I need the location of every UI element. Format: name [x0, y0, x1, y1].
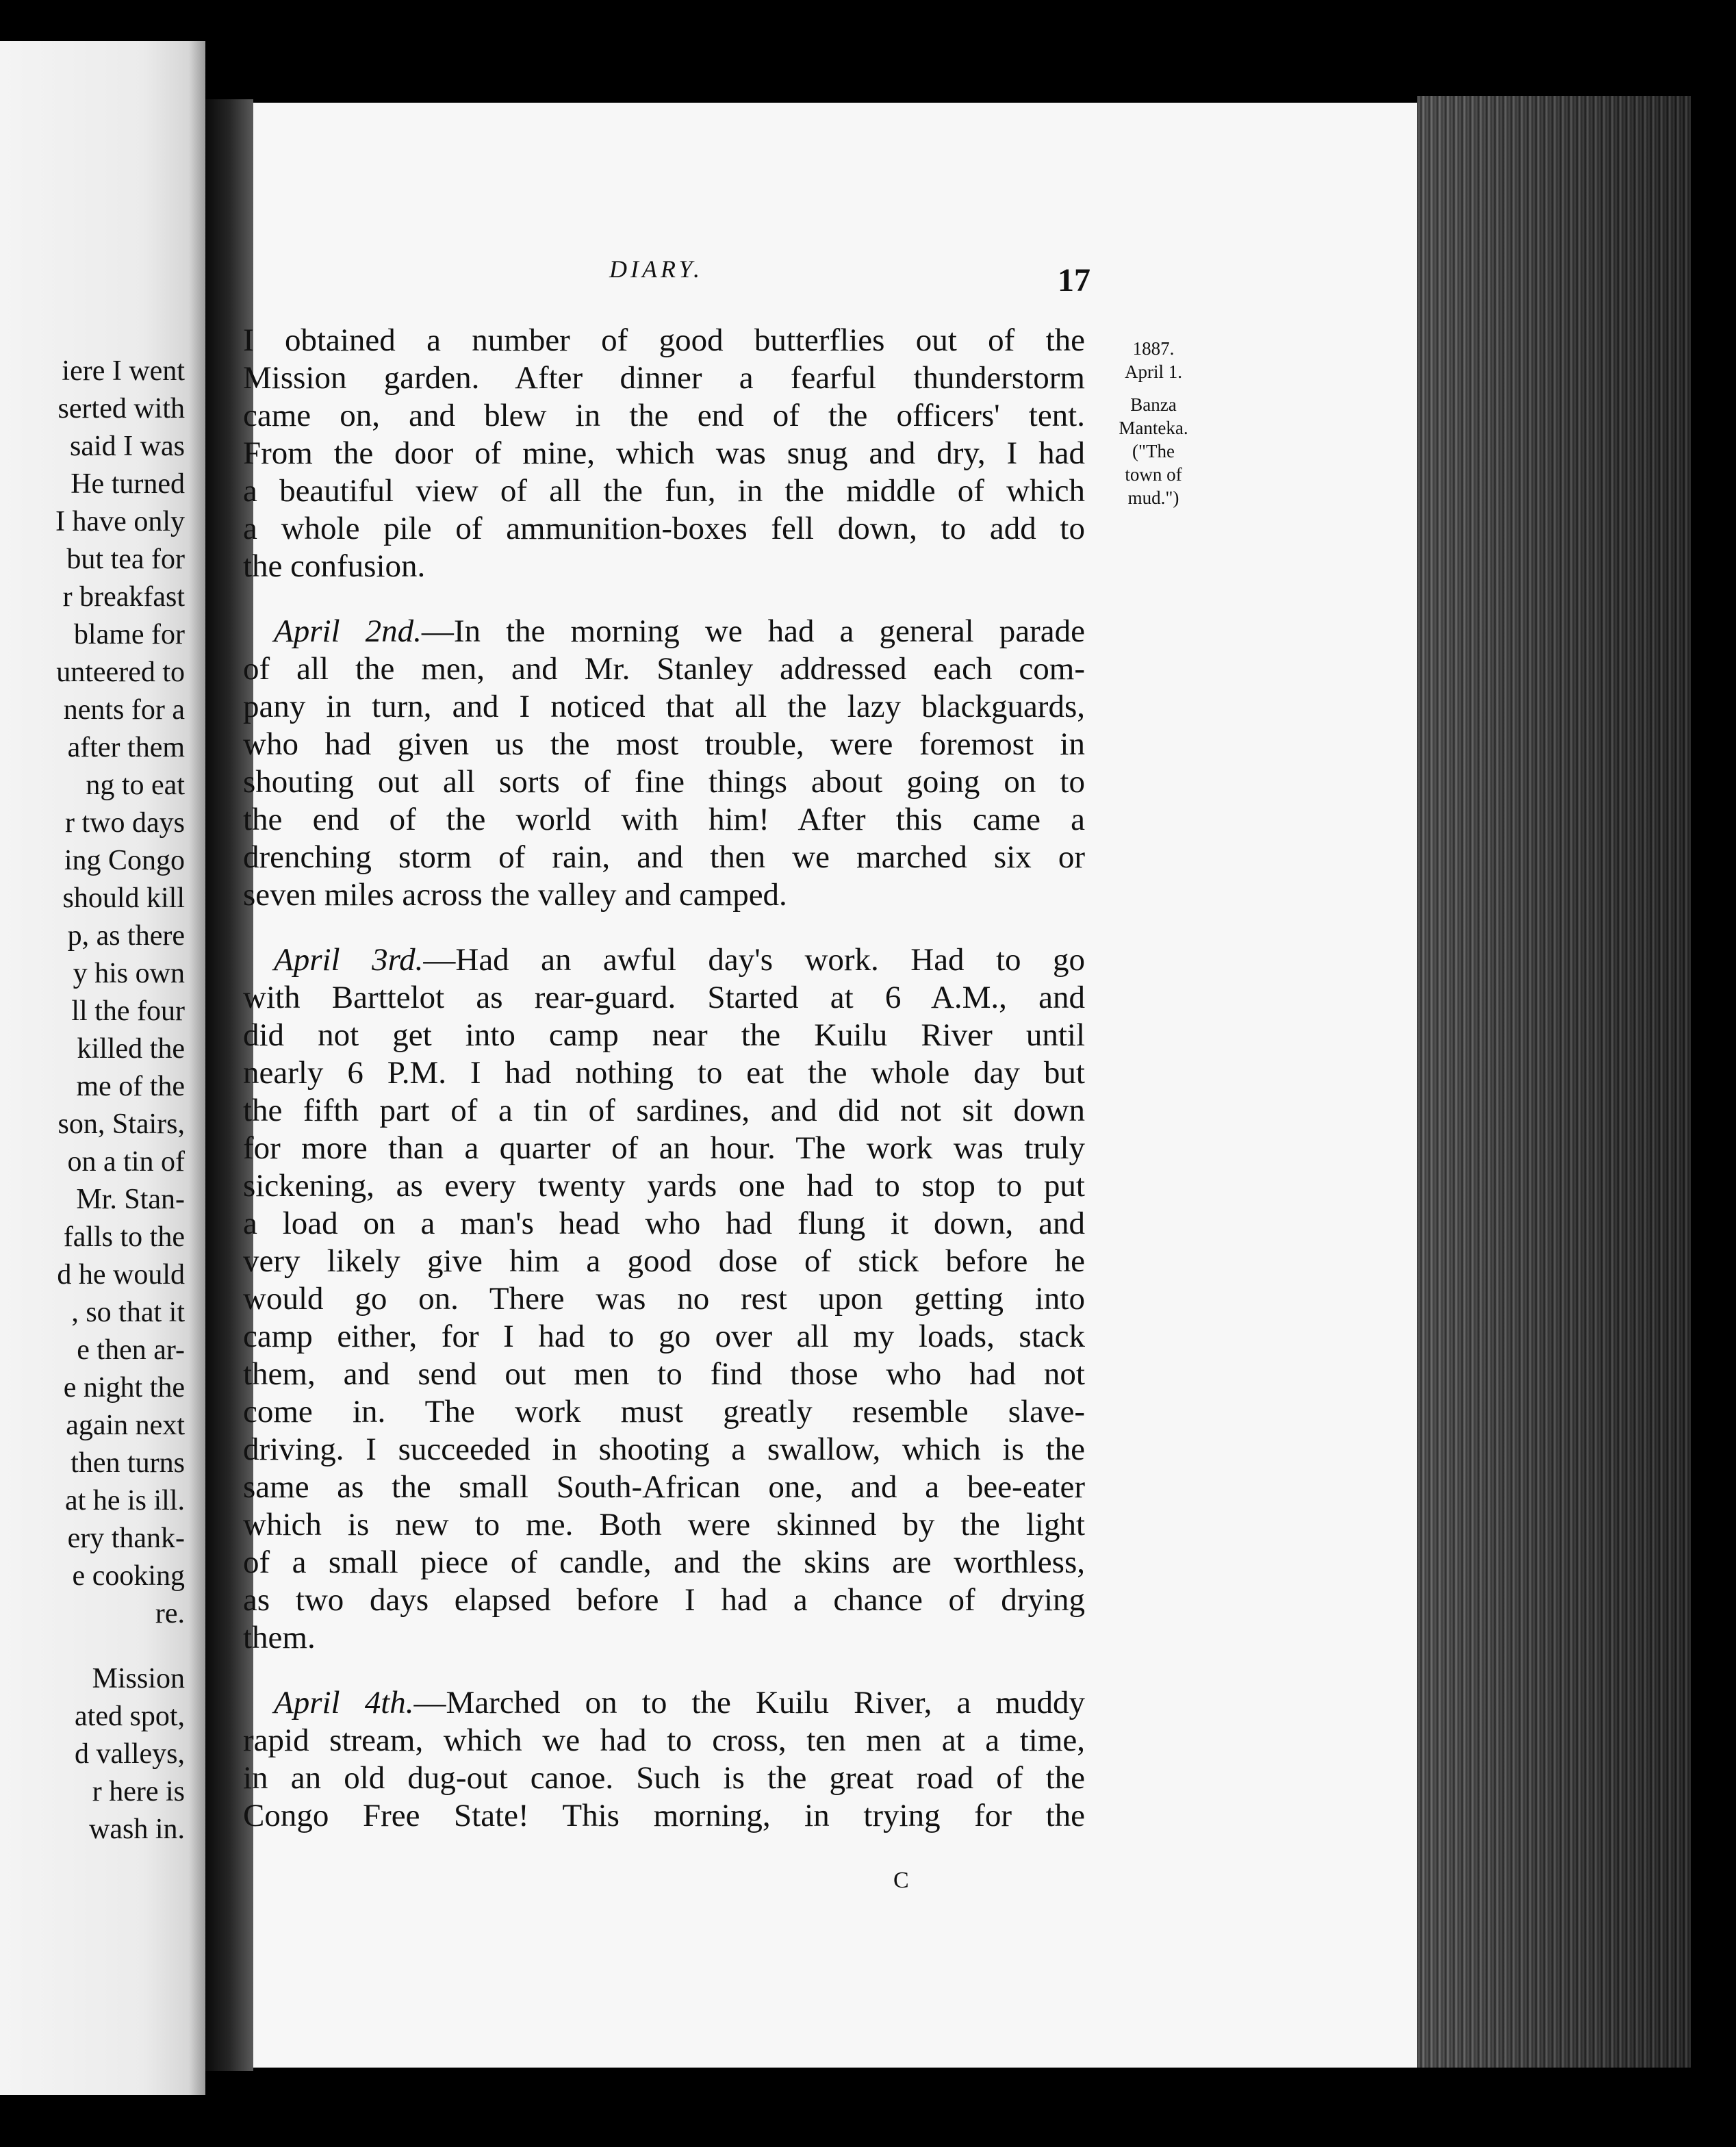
left-page-line: Mr. Stan-	[76, 1184, 185, 1215]
left-page-line: should kill	[62, 882, 185, 914]
margin-date: April 1.	[1125, 361, 1182, 382]
left-page-line: I have only	[55, 506, 185, 537]
left-page-line: nents for a	[63, 694, 185, 726]
left-page-line: son, Stairs,	[58, 1108, 185, 1140]
text-line: rapid stream, which we had to cross, ten men at a time,	[243, 1723, 1085, 1758]
paragraph	[243, 322, 1085, 585]
left-page-line: killed the	[77, 1033, 185, 1065]
margin-gloss: mud.")	[1127, 487, 1179, 508]
left-page-line	[55, 1633, 185, 1660]
left-page-line: d he would	[57, 1259, 185, 1291]
entry-text: —Had an awful day's work. Had to go	[423, 942, 1086, 978]
text-line: camp either, for I had to go over all my loads, stack	[243, 1319, 1085, 1354]
text-line: the end of the world with him! After this came a	[243, 802, 1085, 837]
left-page-line: e then ar-	[77, 1334, 185, 1366]
entry-date: April 4th.	[274, 1685, 414, 1720]
text-line: who had given us the most trouble, were foremost in	[243, 726, 1085, 762]
text-line: a beautiful view of all the fun, in the middle of which	[243, 473, 1085, 509]
left-page-line: after them	[67, 732, 185, 763]
text-line	[243, 613, 1085, 650]
paragraph	[243, 613, 1085, 914]
left-page-line: but tea for	[66, 544, 185, 575]
text-line: for more than a quarter of an hour. The work was truly	[243, 1130, 1085, 1166]
left-page-line: unteered to	[56, 657, 185, 688]
text-line: sickening, as every twenty yards one had to stop to put	[243, 1168, 1085, 1204]
text-line: nearly 6 P.M. I had nothing to eat the whole day but	[243, 1055, 1085, 1091]
text-line: come in. The work must greatly resemble slave-	[243, 1394, 1085, 1430]
margin-place: Banza	[1130, 394, 1177, 415]
left-page-line: at he is ill.	[65, 1485, 185, 1516]
margin-gloss: town of	[1125, 464, 1182, 485]
text-line: of a small piece of candle, and the skins are worthless,	[243, 1545, 1085, 1580]
text-line	[243, 941, 1085, 979]
margin-note	[1102, 337, 1205, 509]
left-page-line: Mission	[92, 1663, 185, 1694]
text-line: them, and send out men to find those who had not	[243, 1356, 1085, 1392]
text-line: did not get into camp near the Kuilu River until	[243, 1017, 1085, 1053]
left-page-line: re.	[155, 1598, 185, 1629]
text-line: of all the men, and Mr. Stanley addressed each com-	[243, 651, 1085, 687]
left-page-line: He turned	[71, 468, 185, 500]
margin-place: Manteka.	[1119, 418, 1188, 438]
text-line: a whole pile of ammunition-boxes fell down, to add to	[243, 511, 1085, 546]
text-line: as two days elapsed before I had a chance of drying	[243, 1582, 1085, 1618]
entry-text: —In the morning we had a general parade	[421, 613, 1085, 649]
signature-mark: C	[893, 1868, 909, 1893]
text-line: I obtained a number of good butterflies out of the	[243, 322, 1085, 358]
text-line: seven miles across the valley and camped.	[243, 877, 787, 913]
left-page-line: ery thank-	[67, 1523, 185, 1554]
text-line: in an old dug-out canoe. Such is the great road of the	[243, 1760, 1085, 1796]
left-page-line: p, as there	[67, 920, 185, 952]
diary-body	[243, 322, 1085, 1835]
text-line: came on, and blew in the end of the officers' tent.	[243, 398, 1085, 433]
text-line: a load on a man's head who had flung it down, and	[243, 1206, 1085, 1241]
text-line: the confusion.	[243, 548, 426, 584]
page-number: 17	[1058, 262, 1090, 298]
text-line	[243, 1684, 1085, 1722]
left-page-line: r two days	[65, 807, 185, 839]
text-line: Congo Free State! This morning, in trying for the	[243, 1798, 1085, 1833]
left-page-text	[55, 353, 185, 1849]
text-line: pany in turn, and I noticed that all the lazy blackguards,	[243, 689, 1085, 724]
text-line: driving. I succeeded in shooting a swallow, which is the	[243, 1432, 1085, 1467]
text-line: Mission garden. After dinner a fearful thunderstorm	[243, 360, 1085, 396]
margin-year: 1887.	[1132, 338, 1175, 359]
entry-text: —Marched on to the Kuilu River, a muddy	[413, 1685, 1085, 1720]
left-page-line: y his own	[73, 958, 185, 989]
text-line: drenching storm of rain, and then we marched six or	[243, 839, 1085, 875]
left-page-line: falls to the	[63, 1221, 185, 1253]
text-line: very likely give him a good dose of stick before he	[243, 1243, 1085, 1279]
running-head: DIARY.	[609, 255, 704, 283]
paragraph	[243, 941, 1085, 1657]
left-page-line: said I was	[70, 431, 185, 462]
text-line: the fifth part of a tin of sardines, and did not sit down	[243, 1093, 1085, 1128]
text-line: them.	[243, 1620, 316, 1655]
text-line: which is new to me. Both were skinned by the light	[243, 1507, 1085, 1542]
margin-gloss: ("The	[1132, 441, 1175, 461]
text-line: same as the small South-African one, and a bee-eater	[243, 1469, 1085, 1505]
left-page-line: then turns	[71, 1447, 185, 1479]
left-page-line: ing Congo	[64, 845, 185, 876]
left-page-line: me of the	[76, 1071, 185, 1102]
entry-date: April 2nd.	[274, 613, 422, 649]
left-page-line: r breakfast	[62, 581, 185, 613]
left-page-line: ll the four	[71, 995, 185, 1027]
left-page-line: iere I went	[62, 355, 185, 387]
text-line: shouting out all sorts of fine things about going on to	[243, 764, 1085, 800]
page-edge-shade	[1417, 96, 1691, 2068]
left-page-line: e cooking	[72, 1560, 185, 1592]
left-page	[0, 41, 205, 2095]
left-page-line: on a tin of	[67, 1146, 185, 1178]
left-page-line: ated spot,	[75, 1701, 185, 1732]
left-page-line: blame for	[73, 619, 185, 650]
left-page-line: wash in.	[89, 1814, 185, 1845]
paragraph	[243, 1684, 1085, 1835]
text-line: with Barttelot as rear-guard. Started at 6 A.M., and	[243, 980, 1085, 1015]
entry-date: April 3rd.	[274, 942, 424, 978]
left-page-line: ng to eat	[86, 770, 185, 801]
left-page-line: r here is	[92, 1776, 185, 1807]
text-line: would go on. There was no rest upon getting into	[243, 1281, 1085, 1317]
text-line: From the door of mine, which was snug and dry, I had	[243, 435, 1085, 471]
left-page-line: again next	[66, 1410, 185, 1441]
left-page-line: d valleys,	[75, 1738, 185, 1770]
left-page-line: serted with	[58, 393, 185, 424]
left-page-line: , so that it	[71, 1297, 185, 1328]
left-page-line: e night the	[63, 1372, 185, 1403]
